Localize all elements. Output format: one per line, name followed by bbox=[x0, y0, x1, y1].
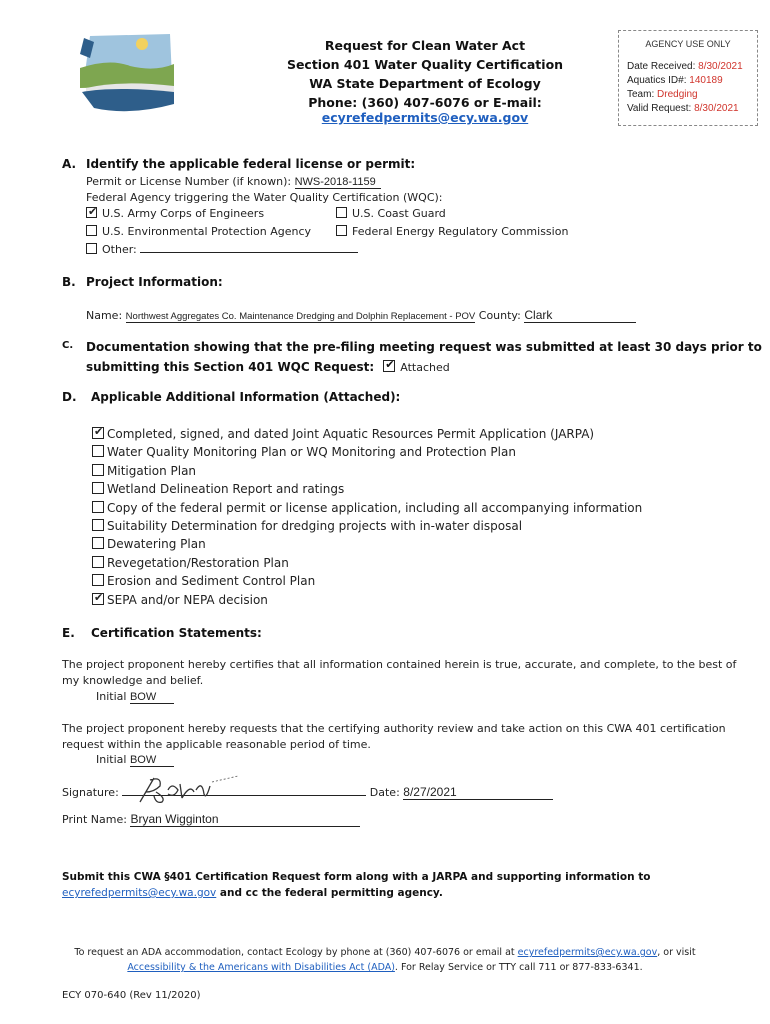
submit-email-link[interactable]: ecyrefedpermits@ecy.wa.gov bbox=[62, 887, 217, 899]
attachment-item[interactable] bbox=[92, 499, 732, 517]
county-label: County: bbox=[478, 309, 521, 322]
section-a-title: Identify the applicable federal license or permit: bbox=[86, 157, 416, 171]
attachment-checkbox[interactable] bbox=[92, 427, 104, 439]
checkbox-coast-guard[interactable] bbox=[336, 207, 347, 218]
attachment-label: Suitability Determination for dredging projects with in-water disposal bbox=[107, 518, 523, 533]
project-name-row bbox=[86, 308, 636, 323]
section-d-letter: D. bbox=[62, 390, 77, 404]
attachment-label: Water Quality Monitoring Plan or WQ Monitoring and Protection Plan bbox=[107, 445, 516, 460]
team-value: Dredging bbox=[657, 89, 698, 100]
signature-label: Signature: bbox=[62, 786, 119, 799]
check-icon: ✔ bbox=[94, 425, 104, 438]
attachment-item[interactable] bbox=[92, 443, 732, 461]
ecology-logo bbox=[70, 28, 190, 120]
attachment-checkbox[interactable] bbox=[92, 590, 104, 605]
attachment-checkbox[interactable] bbox=[92, 482, 104, 494]
checkbox-corps[interactable] bbox=[86, 207, 97, 218]
header-contact bbox=[215, 95, 635, 125]
section-c-title-1: Documentation showing that the pre-filing meeting request was submitted at least 30 days prior to bbox=[86, 340, 762, 354]
ada-mid: , or visit bbox=[657, 947, 696, 958]
section-d-title: Applicable Additional Information (Attached): bbox=[91, 390, 401, 404]
attachment-label: SEPA and/or NEPA decision bbox=[107, 592, 268, 607]
attachment-checkbox[interactable] bbox=[92, 537, 104, 549]
initial-field-1[interactable]: BOW bbox=[130, 691, 174, 704]
valid-request-value: 8/30/2021 bbox=[694, 103, 739, 114]
opt-ferc[interactable] bbox=[336, 225, 568, 238]
permit-number-field[interactable]: NWS-2018-1159 bbox=[295, 176, 381, 189]
form-id: ECY 070-640 (Rev 11/2020) bbox=[62, 990, 201, 1001]
print-name-label: Print Name: bbox=[62, 813, 127, 826]
print-name-row bbox=[62, 812, 360, 827]
agency-heading: AGENCY USE ONLY bbox=[645, 39, 731, 49]
county-field[interactable]: Clark bbox=[524, 308, 636, 323]
project-name-field[interactable]: Northwest Aggregates Co. Maintenance Dredging and Dolphin Replacement - POV bbox=[125, 311, 476, 322]
ada-line-1 bbox=[0, 947, 770, 958]
attachment-checkbox[interactable] bbox=[92, 464, 104, 476]
opt-other-label: Other: bbox=[102, 243, 137, 256]
attachment-label: Dewatering Plan bbox=[107, 537, 206, 552]
ada-email-link[interactable]: ecyrefedpermits@ecy.wa.gov bbox=[517, 947, 658, 958]
section-c-letter: C. bbox=[62, 340, 74, 351]
aquatics-row bbox=[627, 75, 723, 86]
attached-label: Attached bbox=[400, 361, 450, 374]
initial-row-1 bbox=[96, 690, 174, 704]
ada-accessibility-link[interactable]: Accessibility & the Americans with Disabilities Act (ADA) bbox=[127, 962, 395, 973]
checkbox-attached[interactable] bbox=[383, 360, 395, 372]
attachment-item[interactable] bbox=[92, 591, 732, 609]
attachment-item[interactable] bbox=[92, 480, 732, 498]
attachment-label: Revegetation/Restoration Plan bbox=[107, 555, 289, 570]
agency-use-box bbox=[618, 30, 758, 126]
statement-2-line-1: The project proponent hereby requests that the certifying authority review and take action on this CWA 401 certification bbox=[62, 722, 726, 735]
attachment-label: Completed, signed, and dated Joint Aquatic Resources Permit Application (JARPA) bbox=[107, 427, 595, 441]
submit-line-2 bbox=[62, 887, 443, 899]
section-b-letter: B. bbox=[62, 275, 76, 289]
initial-label-2: Initial bbox=[96, 753, 127, 766]
initial-field-2[interactable]: BOW bbox=[130, 754, 174, 767]
checkbox-epa[interactable] bbox=[86, 225, 97, 236]
aquatics-value: 140189 bbox=[689, 75, 723, 86]
attachment-item[interactable] bbox=[92, 462, 732, 480]
attachment-item[interactable] bbox=[92, 554, 732, 572]
section-c-title-2: submitting this Section 401 WQC Request: bbox=[86, 360, 375, 374]
section-c-row-2 bbox=[86, 356, 450, 375]
federal-agency-label: Federal Agency triggering the Water Quality Certification (WQC): bbox=[86, 191, 443, 204]
check-icon: ✔ bbox=[88, 205, 98, 218]
check-icon: ✔ bbox=[94, 590, 104, 604]
team-row bbox=[627, 89, 698, 100]
attachment-checkbox[interactable] bbox=[92, 574, 104, 586]
date-field[interactable]: 8/27/2021 bbox=[403, 785, 553, 800]
initial-label-1: Initial bbox=[96, 690, 127, 703]
attachment-label: Copy of the federal permit or license application, including all accompanying information bbox=[107, 500, 643, 515]
handwritten-signature bbox=[132, 772, 242, 806]
opt-corps[interactable] bbox=[86, 207, 264, 220]
opt-coast-guard[interactable] bbox=[336, 207, 446, 220]
valid-request-label: Valid Request: bbox=[627, 103, 692, 114]
statement-1-line-2: my knowledge and belief. bbox=[62, 674, 204, 687]
permit-number-row bbox=[86, 175, 381, 189]
ada-prefix: To request an ADA accommodation, contact Ecology by phone at (360) 407-6076 or email at bbox=[74, 947, 518, 958]
section-e-title: Certification Statements: bbox=[91, 626, 262, 640]
opt-coast-guard-label: U.S. Coast Guard bbox=[352, 207, 446, 220]
attachment-checkbox[interactable] bbox=[92, 445, 104, 457]
opt-ferc-label: Federal Energy Regulatory Commission bbox=[352, 225, 569, 238]
section-e-letter: E. bbox=[62, 626, 75, 640]
attachment-checkbox[interactable] bbox=[92, 501, 104, 513]
date-label: Date: bbox=[369, 786, 400, 799]
project-name-label: Name: bbox=[86, 309, 123, 322]
date-received-label: Date Received: bbox=[627, 61, 696, 72]
date-received-value: 8/30/2021 bbox=[698, 61, 743, 72]
aquatics-label: Aquatics ID#: bbox=[627, 75, 687, 86]
checkbox-other[interactable] bbox=[86, 243, 97, 254]
header-email-link[interactable]: ecyrefedpermits@ecy.wa.gov bbox=[321, 110, 529, 125]
header-title-2: Section 401 Water Quality Certification bbox=[286, 57, 564, 72]
opt-corps-label: U.S. Army Corps of Engineers bbox=[102, 207, 265, 220]
checkbox-ferc[interactable] bbox=[336, 225, 347, 236]
statement-2-line-2: request within the applicable reasonable period of time. bbox=[62, 738, 371, 751]
ada-line-2 bbox=[0, 962, 770, 973]
attachment-label: Mitigation Plan bbox=[107, 463, 197, 478]
initial-row-2 bbox=[96, 753, 174, 767]
opt-epa[interactable] bbox=[86, 225, 311, 238]
statement-1-line-1: The project proponent hereby certifies that all information contained herein is true, accurate, and complete, to the best of bbox=[62, 658, 737, 671]
submit-line-2-text: and cc the federal permitting agency. bbox=[216, 887, 443, 899]
print-name-field[interactable]: Bryan Wigginton bbox=[130, 812, 360, 827]
permit-number-label: Permit or License Number (if known): bbox=[86, 175, 292, 188]
attachments-list bbox=[92, 425, 732, 609]
opt-epa-label: U.S. Environmental Protection Agency bbox=[102, 225, 312, 238]
attachment-checkbox[interactable] bbox=[92, 556, 104, 568]
attachment-checkbox[interactable] bbox=[92, 519, 104, 531]
header-title-1: Request for Clean Water Act bbox=[324, 38, 526, 53]
team-label: Team: bbox=[627, 89, 655, 100]
check-icon: ✔ bbox=[385, 358, 395, 371]
valid-request-row bbox=[627, 103, 739, 114]
section-b-title: Project Information: bbox=[86, 275, 223, 289]
other-field[interactable] bbox=[140, 242, 358, 253]
submit-line-1: Submit this CWA §401 Certification Request form along with a JARPA and supporting information to bbox=[62, 871, 651, 883]
attachment-label: Erosion and Sediment Control Plan bbox=[107, 574, 316, 589]
opt-other[interactable] bbox=[86, 242, 358, 256]
date-received-row bbox=[627, 61, 743, 72]
section-a-letter: A. bbox=[62, 157, 77, 171]
ada-suffix: . For Relay Service or TTY call 711 or 877-833-6341. bbox=[394, 962, 643, 973]
attachment-item[interactable] bbox=[92, 572, 732, 590]
attachment-label: Wetland Delineation Report and ratings bbox=[107, 482, 345, 497]
attachment-item[interactable] bbox=[92, 517, 732, 535]
header-phone: Phone: (360) 407-6076 or E-mail: bbox=[308, 95, 542, 110]
attachment-item[interactable] bbox=[92, 425, 732, 443]
header-title-3: WA State Department of Ecology bbox=[309, 76, 541, 91]
attachment-item[interactable] bbox=[92, 535, 732, 553]
